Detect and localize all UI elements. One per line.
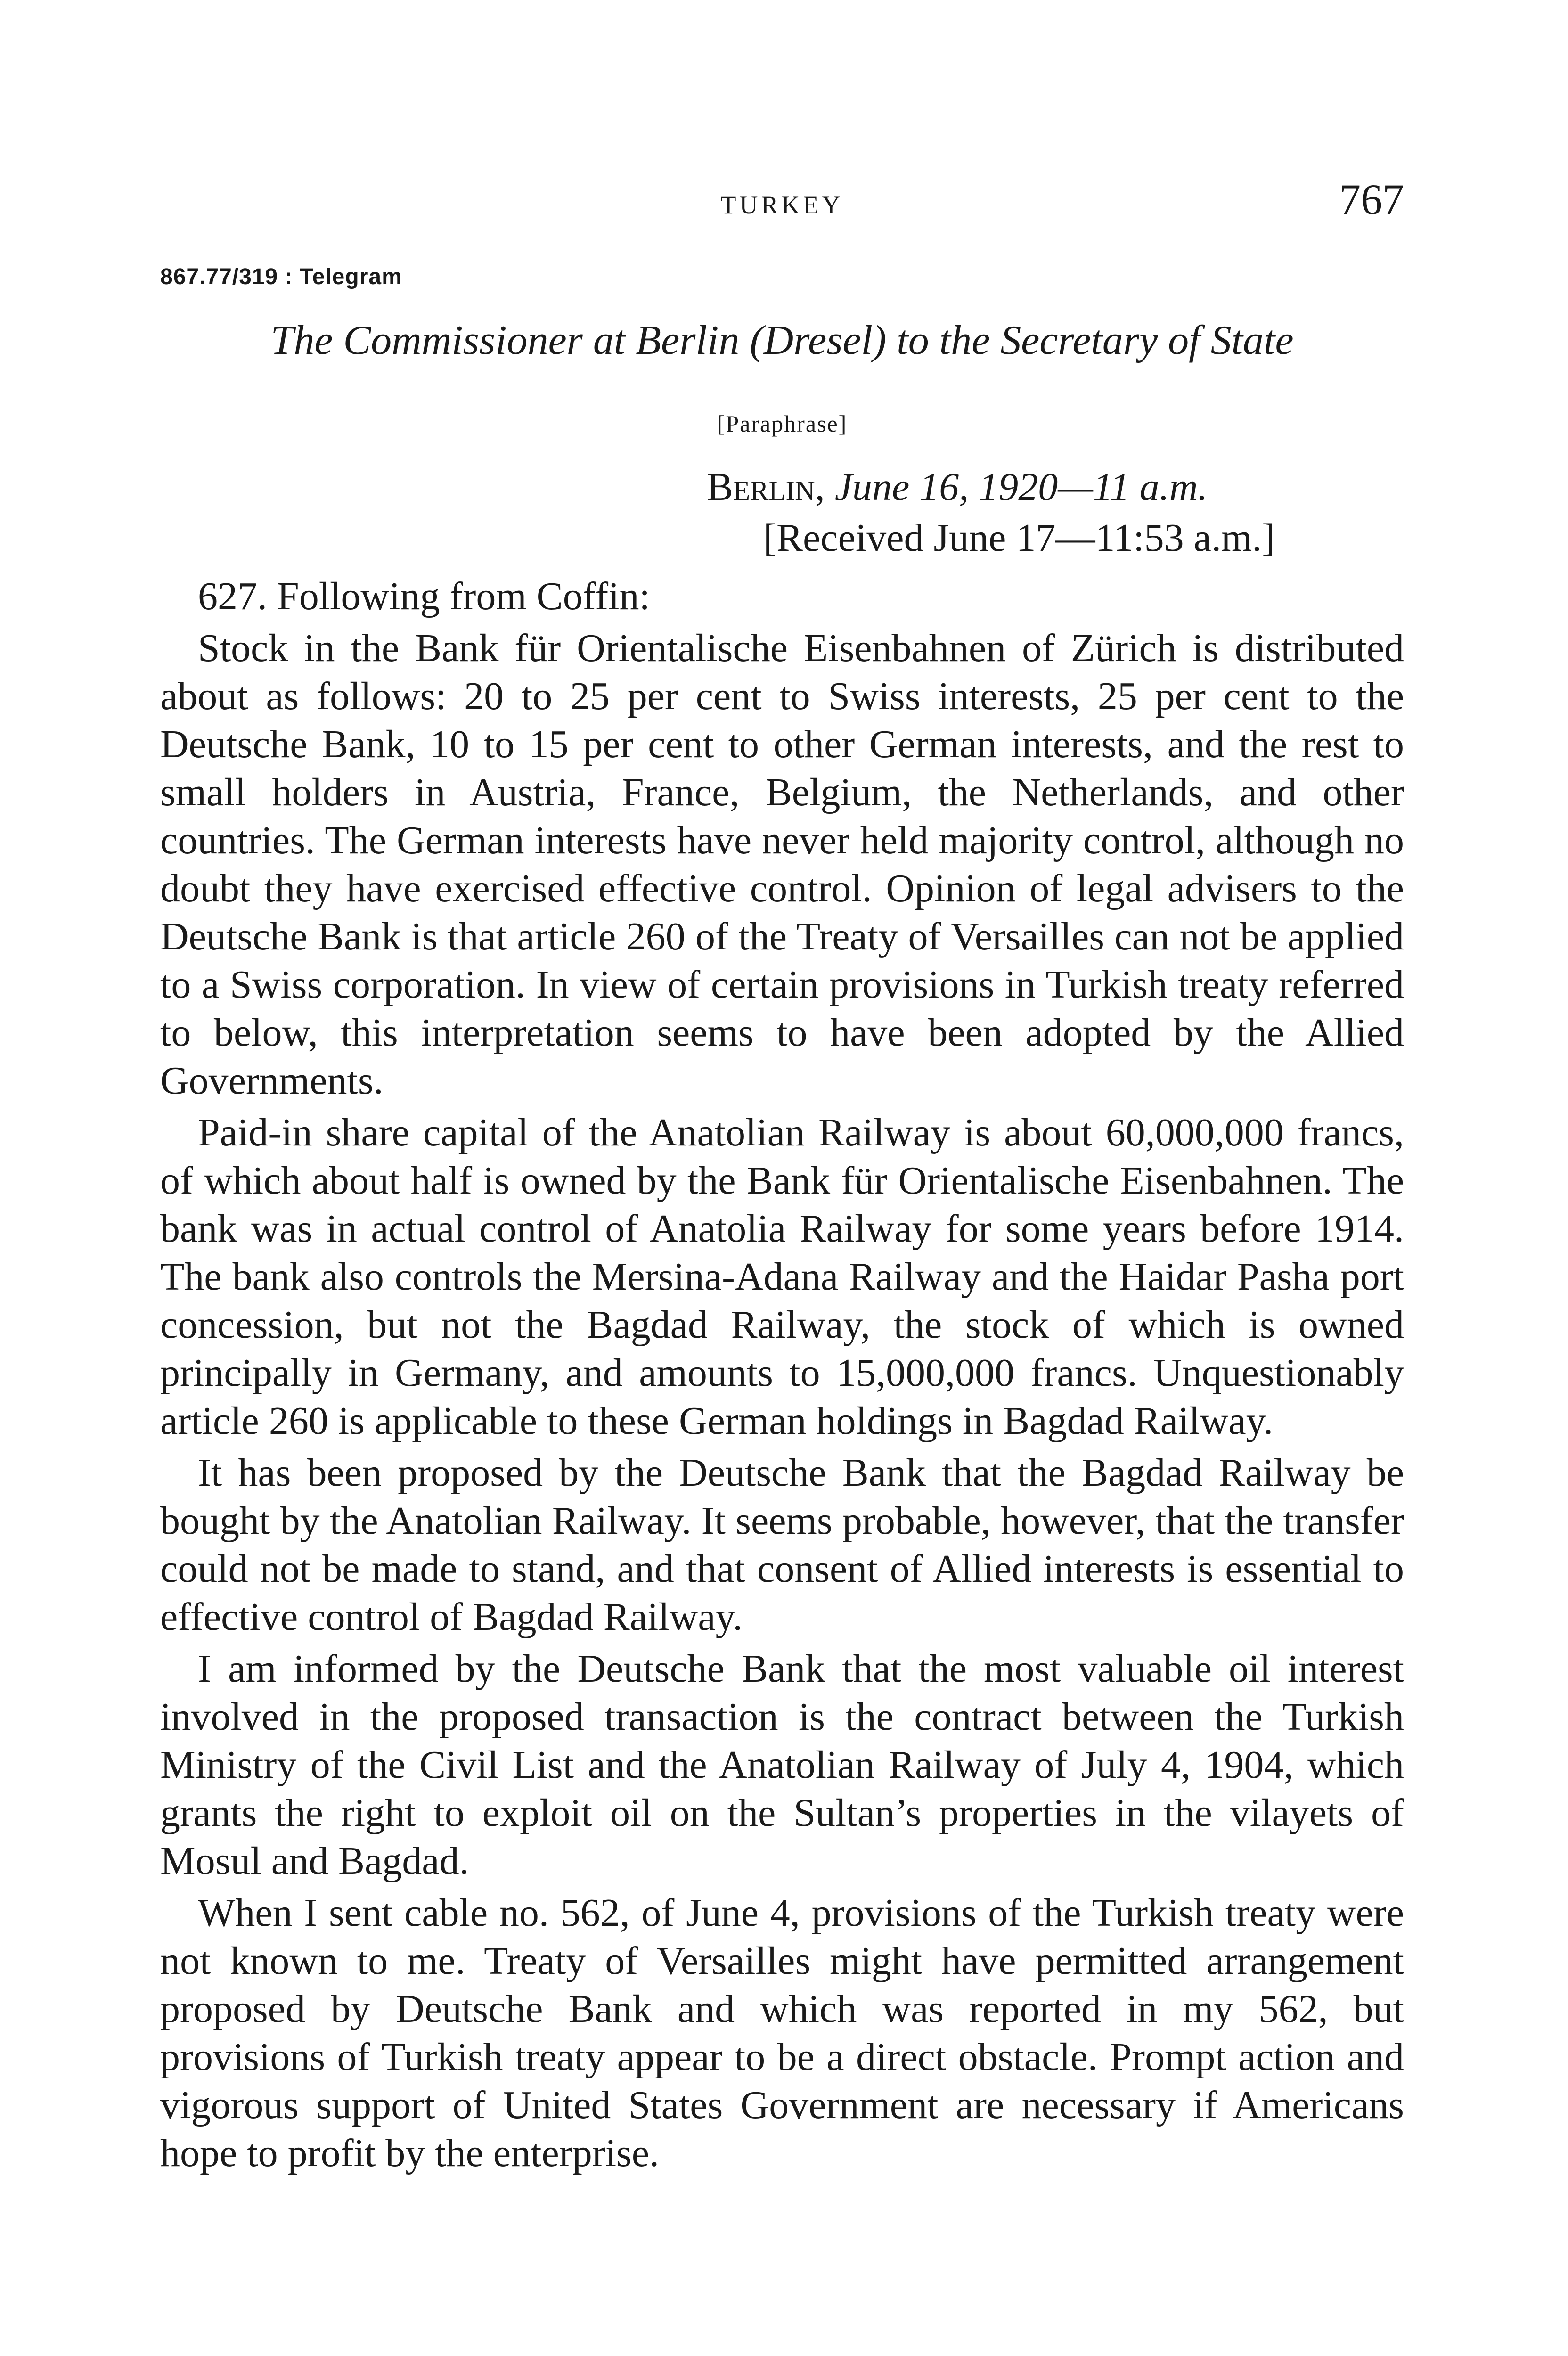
paragraph: It has been proposed by the Deutsche Bank that the Bagdad Railway be bought by the Anatolian Railway. It seems probable, however, that the transfer could not be made to stand, and that consent of Allied interests is essential to effective control of Bagdad Railway. [160,1451,1404,1639]
file-reference: 867.77/319 : Telegram [160,264,402,289]
dateline [707,462,1404,564]
dateline-received: [Received June 17—11:53 a.m.] [763,516,1275,560]
dateline-place: Berlin, [707,465,825,509]
paragraph: I am informed by the Deutsche Bank that the most valuable oil interest involved in the proposed transaction is the contract between the Turkish Ministry of the Civil List and the Anatolian Railway of July 4, 1904, which grants the right to exploit oil on the Sultan’s properties in the vilayets of Mosul and Bagdad. [160,1647,1404,1883]
telegram-body [160,573,1404,2181]
dateline-date: June 16, 1920—11 a.m. [834,465,1208,509]
paragraph: When I sent cable no. 562, of June 4, provisions of the Turkish treaty were not known to me. Treaty of Versailles might have permitted arrangement proposed by Deutsche Bank and which was reported in my 562, but provisions of Turkish treaty appear to be a direct obstacle. Prompt action and vigorous support of United States Government are necessary if Americans hope to profit by the enterprise. [160,1891,1404,2175]
paraphrase-note: [Paraphrase] [717,410,848,437]
running-title: TURKEY [720,191,844,219]
page-number: 767 [1339,175,1404,223]
running-head [160,174,1404,231]
document-title: The Commissioner at Berlin (Dresel) to the Secretary of State [270,318,1294,363]
paragraph: Stock in the Bank für Orientalische Eisenbahnen of Zürich is distributed about as follows: 20 to 25 per cent to Swiss interests, 25 per cent to the Deutsche Bank, 10 to 15 per cent to other German interests, and the rest to small holders in Austria, France, Belgium, the Netherlands, and other countries. The German interests have never held majority control, although no doubt they have exercised effective control. Opinion of legal advisers to the Deutsche Bank is that article 260 of the Treaty of Versailles can not be applied to a Swiss corporation. In view of certain provisions in Turkish treaty referred to below, this interpretation seems to have been adopted by the Allied Governments. [160,626,1404,1103]
paragraph-opening: 627. Following from Coffin: [198,574,650,618]
paragraph: Paid-in share capital of the Anatolian Railway is about 60,000,000 francs, of which about half is owned by the Bank für Orientalische Eisenbahnen. The bank was in actual control of Anatolia Railway for some years before 1914. The bank also controls the Mersina-Adana Railway and the Haidar Pasha port concession, but not the Bagdad Railway, the stock of which is owned principally in Germany, and amounts to 15,000,000 francs. Unquestionably article 260 is applicable to these German holdings in Bagdad Railway. [160,1111,1404,1443]
